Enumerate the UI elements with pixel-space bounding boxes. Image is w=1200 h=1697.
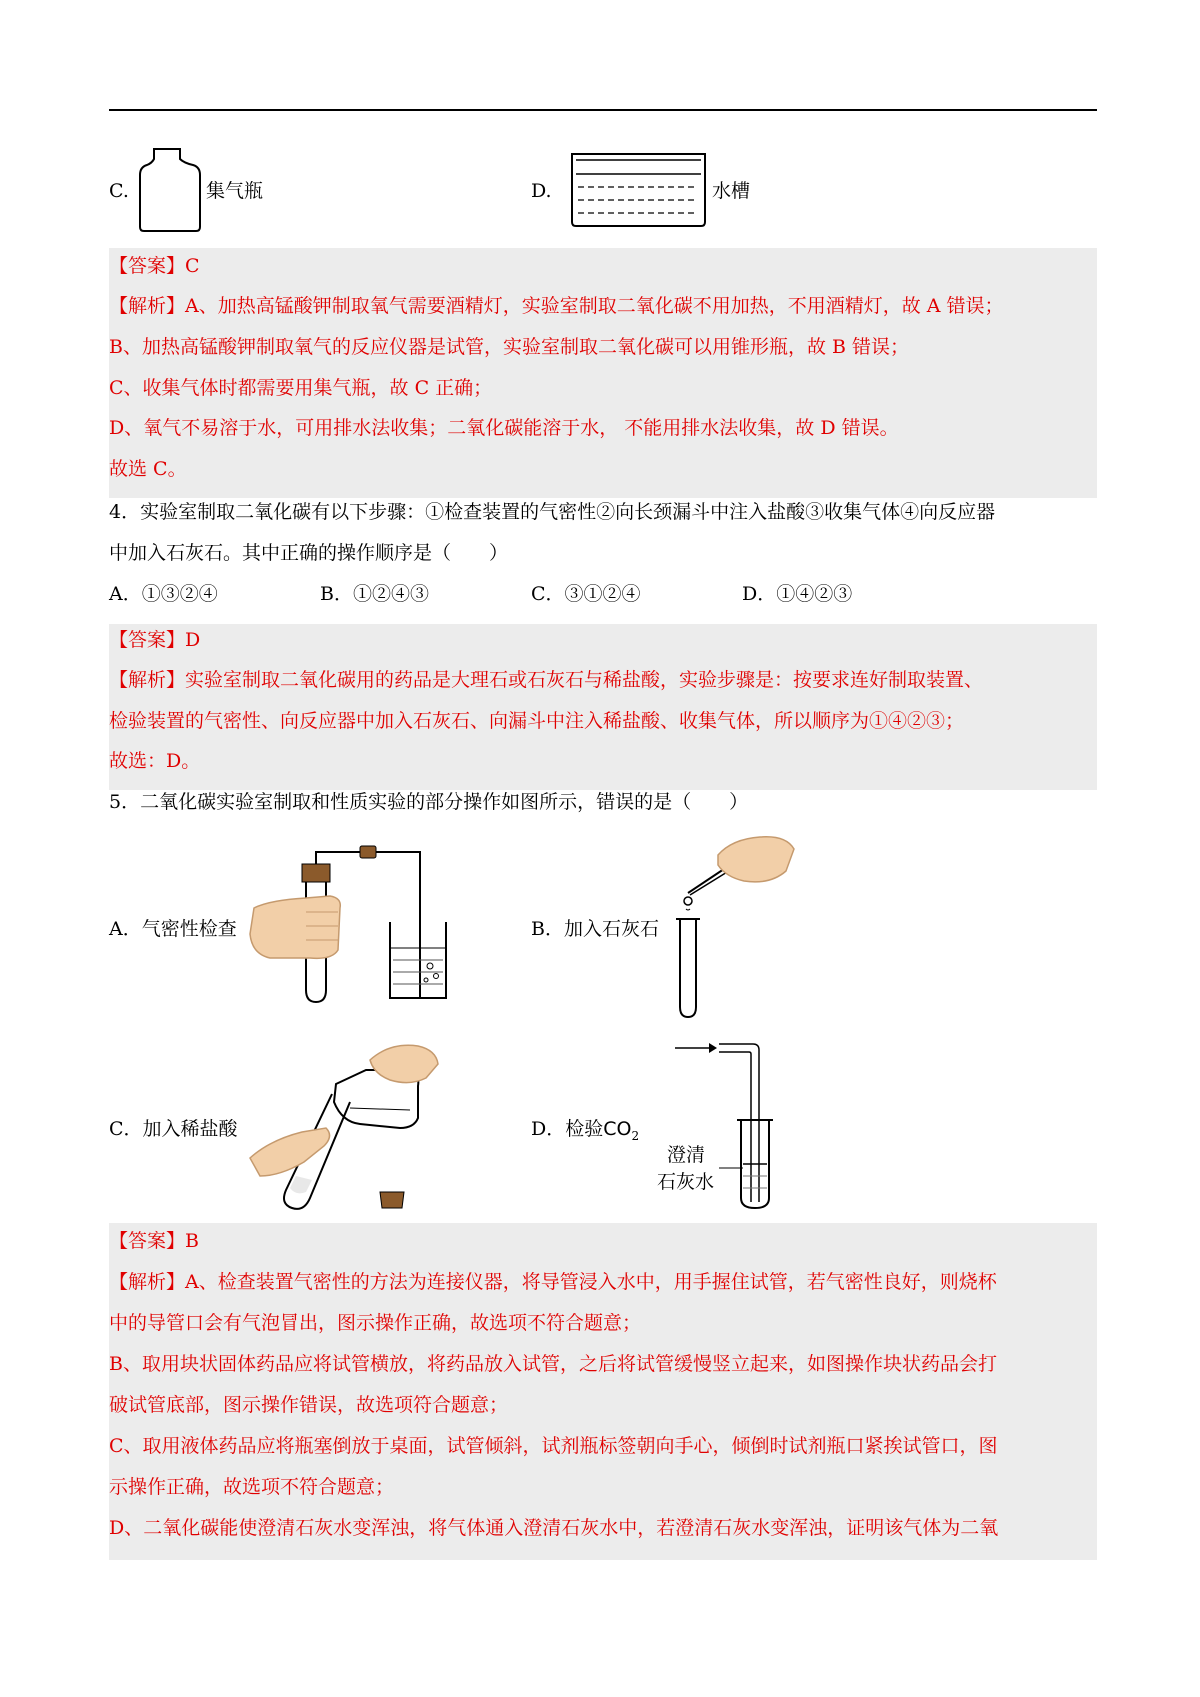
header-rule <box>109 109 1097 111</box>
adding-dilute-acid-figure <box>250 1040 460 1215</box>
q5-answer-box <box>109 1223 1097 1560</box>
q5-option-a: A．气密性检查 <box>109 918 237 940</box>
q4-option-c: C．③①②④ <box>531 583 641 605</box>
q3-explanation-line: C、收集气体时都需要用集气瓶，故 C 正确； <box>109 377 493 399</box>
q4-stem-line: 中加入石灰石。其中正确的操作顺序是（ ） <box>109 542 509 564</box>
adding-limestone-figure <box>660 835 800 1025</box>
q5-explanation-line: D、二氧化碳能使澄清石灰水变浑浊，将气体通入澄清石灰水中，若澄清石灰水变浑浊，证明该气体为二氧 <box>109 1517 999 1539</box>
q5-explanation-line: 中的导管口会有气泡冒出，图示操作正确，故选项不符合题意； <box>109 1312 642 1334</box>
q3-explanation-line: 【解析】A、加热高锰酸钾制取氧气需要酒精灯，实验室制取二氧化碳不用加热，不用酒精灯，故 A 错误； <box>109 295 1004 317</box>
q4-option-d: D．①④②③ <box>742 583 853 605</box>
q3-option-c-label: 集气瓶 <box>206 180 264 202</box>
water-trough-icon <box>570 152 710 232</box>
q3-option-d-letter: D. <box>531 180 552 202</box>
q5-stem: 5．二氧化碳实验室制取和性质实验的部分操作如图所示，错误的是（ ） <box>109 791 749 813</box>
q5-explanation-line: 示操作正确，故选项不符合题意； <box>109 1476 395 1498</box>
q3-explanation-line: D、氧气不易溶于水，可用排水法收集；二氧化碳能溶于水， 不能用排水法收集，故 D 错误。 <box>109 417 899 439</box>
q5-explanation-line: 破试管底部，图示操作错误，故选项符合题意； <box>109 1394 509 1416</box>
q5-explanation-line: C、取用液体药品应将瓶塞倒放于桌面，试管倾斜，试剂瓶标签朝向手心，倾倒时试剂瓶口紧挨试管口，图 <box>109 1435 998 1457</box>
q4-stem-line: 4．实验室制取二氧化碳有以下步骤：①检查装置的气密性②向长颈漏斗中注入盐酸③收集气体④向反应器 <box>109 501 996 523</box>
q4-explanation-line: 检验装置的气密性、向反应器中加入石灰石、向漏斗中注入稀盐酸、收集气体，所以顺序为①④②③； <box>109 710 965 732</box>
gas-collecting-bottle-icon <box>140 145 210 235</box>
q3-explanation-line: B、加热高锰酸钾制取氧气的反应仪器是试管，实验室制取二氧化碳可以用锥形瓶，故 B 错误； <box>109 336 910 358</box>
q3-option-c-letter: C. <box>109 180 129 202</box>
limewater-label-line1: 澄清 <box>667 1144 706 1166</box>
q5-explanation-line: 【解析】A、检查装置气密性的方法为连接仪器，将导管浸入水中，用手握住试管，若气密性良好，则烧杯 <box>109 1271 997 1293</box>
q4-option-a: A．①③②④ <box>109 583 218 605</box>
q5-option-c: C．加入稀盐酸 <box>109 1118 238 1140</box>
q3-explanation-line: 故选 C。 <box>109 458 187 480</box>
q3-answer-box <box>109 248 1097 498</box>
q4-explanation-line: 故选：D。 <box>109 750 201 772</box>
q5-answer: 【答案】B <box>109 1230 199 1252</box>
q5-option-b: B．加入石灰石 <box>531 918 659 940</box>
q3-option-d-label: 水槽 <box>712 180 751 202</box>
limewater-label-line2: 石灰水 <box>657 1171 715 1193</box>
q3-answer: 【答案】C <box>109 255 200 277</box>
q4-explanation-line: 【解析】实验室制取二氧化碳用的药品是大理石或石灰石与稀盐酸，实验步骤是：按要求连好制取装置、 <box>109 669 984 691</box>
q5-option-d: D．检验$CO_2$ <box>531 1118 640 1143</box>
q5-explanation-line: B、取用块状固体药品应将试管横放，将药品放入试管，之后将试管缓慢竖立起来，如图操作块状药品会打 <box>109 1353 997 1375</box>
q4-answer-box <box>109 624 1097 790</box>
q4-answer: 【答案】D <box>109 629 201 651</box>
q4-option-b: B．①②④③ <box>320 583 429 605</box>
airtightness-check-figure <box>250 850 470 1010</box>
